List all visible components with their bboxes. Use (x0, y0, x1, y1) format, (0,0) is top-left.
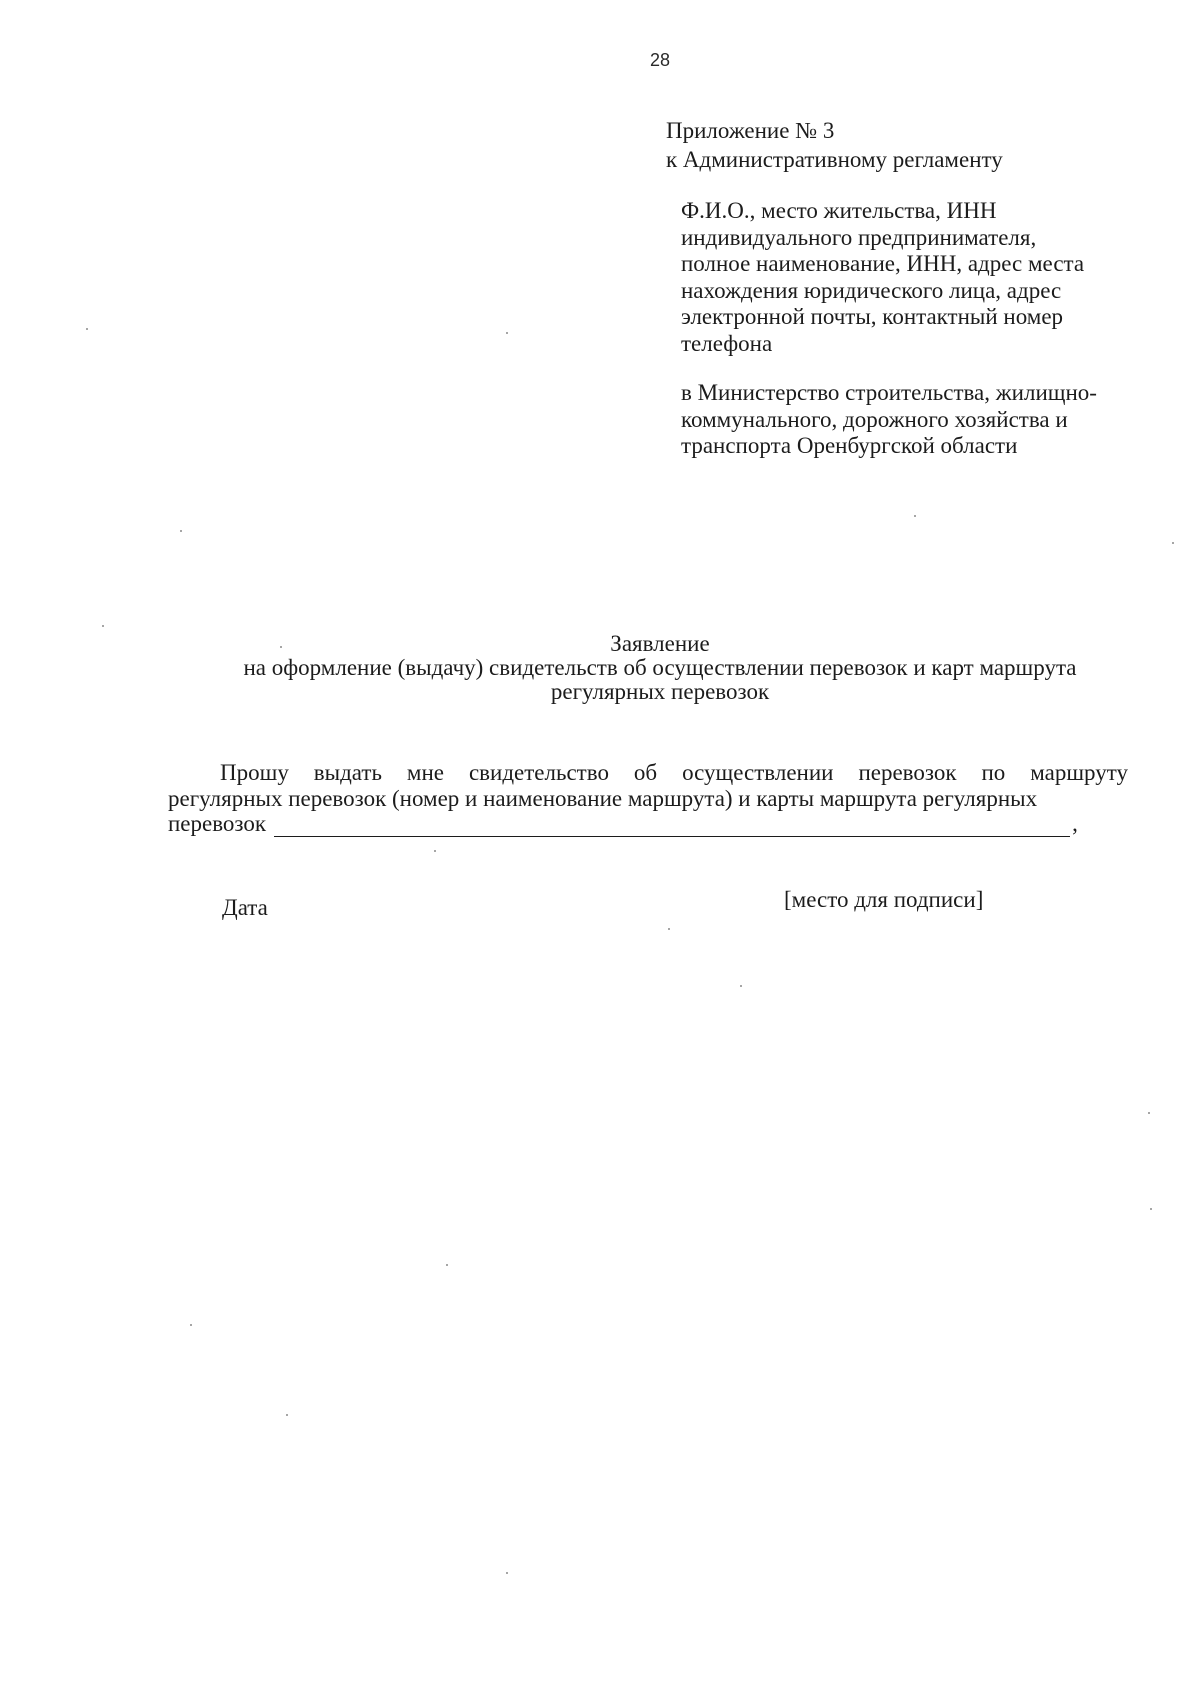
addressee-block (681, 380, 1161, 460)
title-subject-line: на оформление (выдачу) свидетельств об осуществлении перевозок и карт маршрута (243, 655, 1077, 680)
scan-speck (1150, 1208, 1152, 1210)
scan-speck (446, 1264, 448, 1266)
scan-speck (740, 985, 742, 987)
request-paragraph (168, 760, 1128, 837)
appendix-number: Приложение № 3 (666, 118, 835, 143)
applicant-details-block (681, 198, 1151, 357)
applicant-line: полное наименование, ИНН, адрес места (681, 251, 1085, 276)
applicant-line: нахождения юридического лица, адрес (681, 277, 1062, 303)
request-line-3-label: перевозок (168, 811, 267, 836)
applicant-line: электронной почты, контактный номер (681, 304, 1064, 329)
scan-speck (506, 1572, 508, 1574)
signature-placeholder: [место для подписи] (784, 887, 984, 912)
addressee-line: в Министерство строительства, жилищно- (681, 380, 1097, 405)
applicant-line: телефона (681, 330, 773, 356)
appendix-header (666, 116, 1136, 174)
request-line-2: регулярных перевозок (номер и наименование маршрута) и карты маршрута регулярных (168, 785, 1038, 811)
page-number: 28 (649, 50, 671, 70)
request-line-3-comma: , (1072, 811, 1078, 836)
scan-speck (668, 928, 670, 930)
scan-speck (1172, 542, 1174, 544)
scan-speck (280, 646, 282, 648)
applicant-line: индивидуального предпринимателя, (681, 224, 1037, 250)
request-line-1: Прошу выдать мне свидетельство об осуществлении перевозок по маршруту (220, 760, 1128, 785)
title-heading: Заявление (610, 631, 710, 656)
addressee-line: коммунального, дорожного хозяйства и (681, 406, 1068, 432)
scan-speck (434, 850, 436, 852)
scan-speck (190, 1324, 192, 1326)
addressee-line: транспорта Оренбургской области (681, 433, 1018, 458)
scan-speck (86, 328, 88, 330)
request-line-3 (168, 811, 1128, 837)
scan-speck (1148, 1112, 1150, 1114)
scan-speck (506, 332, 508, 334)
applicant-line: Ф.И.О., место жительства, ИНН (681, 198, 997, 223)
appendix-reference: к Административному регламенту (666, 147, 1003, 172)
scan-speck (102, 625, 104, 627)
title-subject-line: регулярных перевозок (550, 679, 770, 704)
route-fill-in-line[interactable] (274, 816, 1070, 837)
scan-speck (914, 515, 916, 517)
application-title (170, 632, 1150, 704)
date-label: Дата (222, 895, 268, 920)
scan-speck (180, 530, 182, 532)
scan-speck (286, 1414, 288, 1416)
